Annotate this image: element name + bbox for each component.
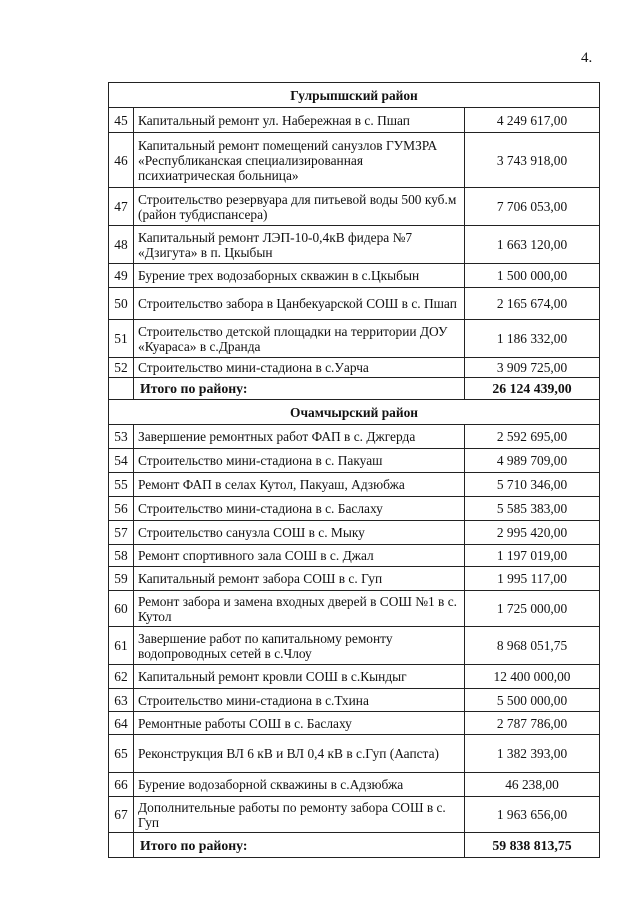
row-amount: 1 197 019,00 [465,545,600,567]
table-row [109,133,600,188]
row-description: Строительство мини-стадиона в с.Тхина [134,689,465,712]
row-number: 57 [109,521,134,545]
row-number: 46 [109,133,134,188]
row-description: Строительство мини-стадиона в с. Пакуаш [134,449,465,473]
section-header-row [109,83,600,108]
row-number: 49 [109,264,134,288]
table-row [109,665,600,689]
table-row [109,473,600,497]
table-row [109,288,600,320]
district-total-label: Итого по району: [134,378,465,400]
row-amount: 5 500 000,00 [465,689,600,712]
row-description: Бурение трех водозаборных скважин в с.Цкыбын [134,264,465,288]
row-description: Строительство мини-стадиона в с. Баслаху [134,497,465,521]
row-number: 47 [109,188,134,226]
section-title: Очамчырский район [109,400,600,425]
table-row [109,735,600,773]
row-description: Ремонт спортивного зала СОШ в с. Джал [134,545,465,567]
table-row [109,226,600,264]
row-description: Капитальный ремонт забора СОШ в с. Гуп [134,567,465,591]
row-amount: 2 165 674,00 [465,288,600,320]
row-amount: 46 238,00 [465,773,600,797]
row-description: Завершение ремонтных работ ФАП в с. Джгерда [134,425,465,449]
section-header-row [109,400,600,425]
table-row [109,797,600,833]
row-number: 53 [109,425,134,449]
row-number: 66 [109,773,134,797]
table-row [109,545,600,567]
table-row [109,425,600,449]
row-number: 63 [109,689,134,712]
row-amount: 2 787 786,00 [465,712,600,735]
row-number: 58 [109,545,134,567]
table-row [109,712,600,735]
row-number: 51 [109,320,134,358]
row-number: 48 [109,226,134,264]
row-description: Реконструкция ВЛ 6 кВ и ВЛ 0,4 кВ в с.Гуп (Аапста) [134,735,465,773]
table-row [109,264,600,288]
row-amount: 1 995 117,00 [465,567,600,591]
row-description: Строительство детской площадки на территории ДОУ «Куараса» в с.Дранда [134,320,465,358]
district-total-row [109,378,600,400]
row-description: Ремонт забора и замена входных дверей в СОШ №1 в с. Кутол [134,591,465,627]
row-amount: 3 743 918,00 [465,133,600,188]
row-description: Капитальный ремонт ул. Набережная в с. Пшап [134,108,465,133]
table-row [109,497,600,521]
section-title: Гулрыпшский район [109,83,600,108]
row-amount: 2 995 420,00 [465,521,600,545]
total-number-cell [109,378,134,400]
row-number: 56 [109,497,134,521]
row-description: Дополнительные работы по ремонту забора СОШ в с. Гуп [134,797,465,833]
row-amount: 4 989 709,00 [465,449,600,473]
row-number: 67 [109,797,134,833]
total-number-cell [109,833,134,858]
row-amount: 1 663 120,00 [465,226,600,264]
row-number: 54 [109,449,134,473]
row-amount: 1 186 332,00 [465,320,600,358]
row-description: Капитальный ремонт ЛЭП-10-0,4кВ фидера №7 «Дзигута» в п. Цкыбын [134,226,465,264]
row-amount: 1 725 000,00 [465,591,600,627]
row-number: 59 [109,567,134,591]
district-total-amount: 26 124 439,00 [465,378,600,400]
row-amount: 12 400 000,00 [465,665,600,689]
table-row [109,521,600,545]
table-row [109,188,600,226]
row-description: Ремонт ФАП в селах Кутол, Пакуаш, Адзюбжа [134,473,465,497]
row-amount: 2 592 695,00 [465,425,600,449]
row-number: 65 [109,735,134,773]
row-number: 52 [109,358,134,378]
table-row [109,449,600,473]
row-amount: 1 382 393,00 [465,735,600,773]
row-number: 55 [109,473,134,497]
table-row [109,108,600,133]
table-row [109,320,600,358]
row-amount: 5 710 346,00 [465,473,600,497]
table-row [109,358,600,378]
table-row [109,591,600,627]
row-amount: 5 585 383,00 [465,497,600,521]
row-description: Капитальный ремонт кровли СОШ в с.Кындыг [134,665,465,689]
row-amount: 8 968 051,75 [465,627,600,665]
row-amount: 1 963 656,00 [465,797,600,833]
row-amount: 4 249 617,00 [465,108,600,133]
row-description: Строительство резервуара для питьевой воды 500 куб.м (район тубдиспансера) [134,188,465,226]
table-row [109,689,600,712]
row-number: 60 [109,591,134,627]
row-description: Ремонтные работы СОШ в с. Баслаху [134,712,465,735]
page-number: 4. [581,50,593,66]
district-total-label: Итого по району: [134,833,465,858]
table-row [109,567,600,591]
row-description: Завершение работ по капитальному ремонту водопроводных сетей в с.Члоу [134,627,465,665]
budget-table [108,82,600,858]
budget-table-body [109,83,600,858]
row-description: Капитальный ремонт помещений санузлов ГУМЗРА «Республиканская специализированная психиатрическая больница» [134,133,465,188]
row-number: 45 [109,108,134,133]
row-description: Строительство санузла СОШ в с. Мыку [134,521,465,545]
district-total-row [109,833,600,858]
row-number: 61 [109,627,134,665]
district-total-amount: 59 838 813,75 [465,833,600,858]
row-amount: 7 706 053,00 [465,188,600,226]
row-description: Бурение водозаборной скважины в с.Адзюбжа [134,773,465,797]
table-row [109,627,600,665]
table-row [109,773,600,797]
row-description: Строительство забора в Цанбекуарской СОШ в с. Пшап [134,288,465,320]
row-description: Строительство мини-стадиона в с.Уарча [134,358,465,378]
row-amount: 3 909 725,00 [465,358,600,378]
row-number: 62 [109,665,134,689]
row-number: 64 [109,712,134,735]
row-number: 50 [109,288,134,320]
row-amount: 1 500 000,00 [465,264,600,288]
